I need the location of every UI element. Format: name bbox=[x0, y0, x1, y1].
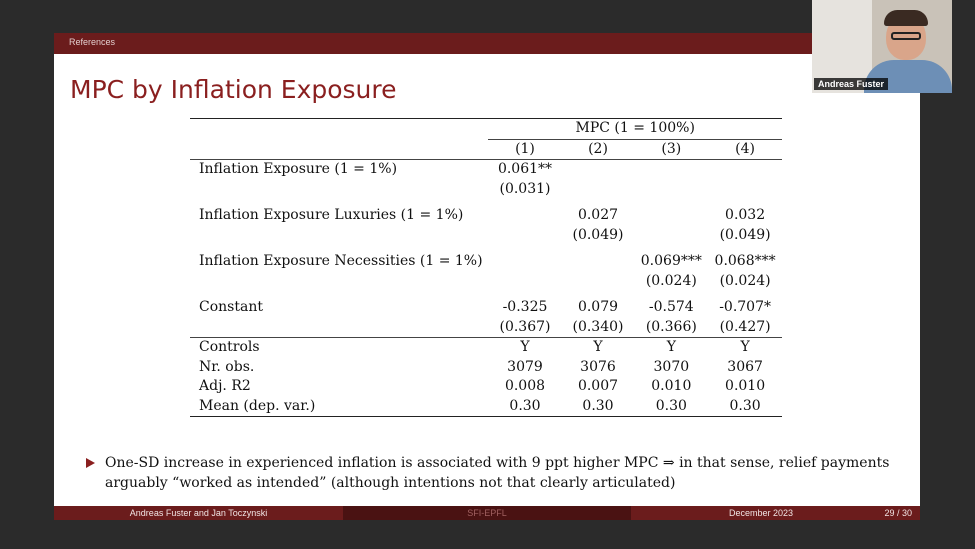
spacer-cell bbox=[634, 199, 708, 206]
video-person-hair bbox=[884, 10, 928, 26]
coef-value: 0.061** bbox=[497, 161, 553, 177]
coef-value bbox=[634, 206, 708, 226]
coef-value bbox=[488, 206, 561, 226]
section-label[interactable]: References bbox=[69, 37, 116, 47]
std-error-value: (0.049) bbox=[572, 226, 624, 243]
stat-value: 3067 bbox=[727, 358, 763, 375]
row-label-empty bbox=[190, 272, 488, 292]
coef-value: 0.079 bbox=[577, 299, 619, 315]
stat-value: 3070 bbox=[653, 358, 690, 375]
stat-row bbox=[190, 338, 782, 358]
footer-right bbox=[631, 506, 920, 520]
spacer-cell bbox=[634, 291, 708, 298]
page-number: 29 / 30 bbox=[884, 508, 912, 518]
footer-authors: Andreas Fuster and Jan Toczynski bbox=[54, 506, 343, 520]
stat-label: Controls bbox=[190, 338, 488, 358]
row-label: Inflation Exposure (1 = 1%) bbox=[199, 161, 398, 177]
spacer-cell bbox=[190, 199, 488, 206]
column-header: (1) bbox=[488, 139, 561, 160]
column-header: (3) bbox=[634, 139, 708, 160]
std-error-value: (0.024) bbox=[645, 272, 697, 289]
se-row bbox=[190, 226, 782, 246]
se-row bbox=[190, 180, 782, 200]
row-label-empty bbox=[190, 180, 488, 200]
stat-row bbox=[190, 377, 782, 397]
coef-value: -0.574 bbox=[648, 299, 694, 315]
stat-value: Y bbox=[634, 338, 708, 358]
std-error-value bbox=[708, 180, 782, 200]
slide-footer bbox=[54, 506, 920, 520]
spacer-row bbox=[190, 245, 782, 252]
coef-value bbox=[562, 252, 635, 272]
coef-value: -0.325 bbox=[502, 299, 548, 315]
column-header: (4) bbox=[708, 139, 782, 160]
std-error-value: (0.427) bbox=[719, 318, 771, 335]
stat-value: 0.30 bbox=[708, 397, 782, 417]
triangle-bullet-icon bbox=[86, 458, 95, 468]
std-error-value bbox=[488, 272, 561, 292]
spacer-cell bbox=[562, 199, 635, 206]
row-label-empty bbox=[190, 226, 488, 246]
slide-header-bar bbox=[54, 33, 920, 54]
spacer-cell bbox=[562, 245, 635, 252]
coef-value: 0.068*** bbox=[714, 253, 776, 269]
coef-value: 0.027 bbox=[577, 207, 619, 223]
row-label: Inflation Exposure Luxuries (1 = 1%) bbox=[199, 207, 464, 223]
std-error-value bbox=[634, 180, 708, 200]
stat-label: Nr. obs. bbox=[199, 358, 255, 375]
coef-value: -0.707* bbox=[719, 299, 771, 315]
se-row bbox=[190, 318, 782, 338]
coef-value: 0.069*** bbox=[640, 253, 702, 269]
stat-value: Y bbox=[562, 338, 635, 358]
spacer-cell bbox=[190, 245, 488, 252]
std-error-value: (0.031) bbox=[499, 180, 551, 197]
spacer-cell bbox=[488, 199, 561, 206]
header-empty-cell bbox=[190, 119, 488, 140]
coef-row bbox=[190, 160, 782, 180]
std-error-value bbox=[488, 226, 561, 246]
coef-value bbox=[562, 160, 635, 180]
stat-value: 0.008 bbox=[504, 378, 546, 394]
stat-value: 0.010 bbox=[725, 378, 766, 394]
std-error-value: (0.024) bbox=[719, 272, 771, 289]
spacer-cell bbox=[634, 245, 708, 252]
participant-name-label: Andreas Fuster bbox=[814, 78, 888, 90]
se-row bbox=[190, 272, 782, 292]
std-error-value bbox=[562, 180, 635, 200]
stat-value: Y bbox=[488, 338, 561, 358]
std-error-value: (0.340) bbox=[572, 318, 624, 335]
stat-value: Y bbox=[708, 338, 782, 358]
stat-row bbox=[190, 397, 782, 417]
stat-value: 0.010 bbox=[651, 378, 692, 394]
spacer-cell bbox=[488, 245, 561, 252]
table-header-group-row bbox=[190, 119, 782, 140]
spacer-cell bbox=[562, 291, 635, 298]
spacer-row bbox=[190, 291, 782, 298]
column-header: (2) bbox=[562, 139, 635, 160]
header-empty-cell bbox=[190, 139, 488, 160]
stat-value: 3079 bbox=[507, 358, 543, 375]
footer-date: December 2023 bbox=[729, 508, 794, 518]
spacer-cell bbox=[708, 291, 782, 298]
coef-row bbox=[190, 206, 782, 226]
stat-row bbox=[190, 358, 782, 378]
spacer-cell bbox=[190, 291, 488, 298]
std-error-value: (0.366) bbox=[645, 318, 697, 335]
std-error-value: (0.049) bbox=[719, 226, 771, 243]
slide bbox=[54, 33, 920, 520]
coef-value: 0.032 bbox=[725, 207, 766, 223]
coef-value bbox=[488, 252, 561, 272]
spacer-cell bbox=[488, 291, 561, 298]
row-label: Inflation Exposure Necessities (1 = 1%) bbox=[199, 253, 483, 269]
row-label-empty bbox=[190, 318, 488, 338]
coef-value bbox=[634, 160, 708, 180]
stat-label: Adj. R2 bbox=[199, 378, 251, 394]
stat-label: Mean (dep. var.) bbox=[190, 397, 488, 417]
bullet-text: One-SD increase in experienced inflation is associated with 9 ppt higher MPC ⇒ in that sense, relief payments arguably “worked as intended” (although intentions not that clearly articulated) bbox=[105, 455, 890, 491]
slide-title: MPC by Inflation Exposure bbox=[70, 75, 397, 104]
footer-venue: SFI-EPFL bbox=[343, 506, 631, 520]
std-error-value bbox=[562, 272, 635, 292]
stat-value: 0.007 bbox=[577, 378, 619, 394]
stat-value: 0.30 bbox=[634, 397, 708, 417]
spacer-cell bbox=[708, 199, 782, 206]
header-group-label: MPC (1 = 100%) bbox=[488, 119, 782, 140]
coef-value bbox=[708, 160, 782, 180]
stat-value: 0.30 bbox=[488, 397, 561, 417]
std-error-value: (0.367) bbox=[499, 318, 551, 335]
coef-row bbox=[190, 298, 782, 318]
coef-row bbox=[190, 252, 782, 272]
table-column-header-row bbox=[190, 139, 782, 160]
spacer-row bbox=[190, 199, 782, 206]
std-error-value bbox=[634, 226, 708, 246]
spacer-cell bbox=[708, 245, 782, 252]
participant-video-tile[interactable] bbox=[812, 0, 952, 93]
row-label: Constant bbox=[199, 299, 263, 315]
video-person-glasses bbox=[891, 32, 921, 40]
stat-value: 3076 bbox=[580, 358, 616, 375]
stat-value: 0.30 bbox=[562, 397, 635, 417]
regression-table bbox=[190, 118, 782, 417]
